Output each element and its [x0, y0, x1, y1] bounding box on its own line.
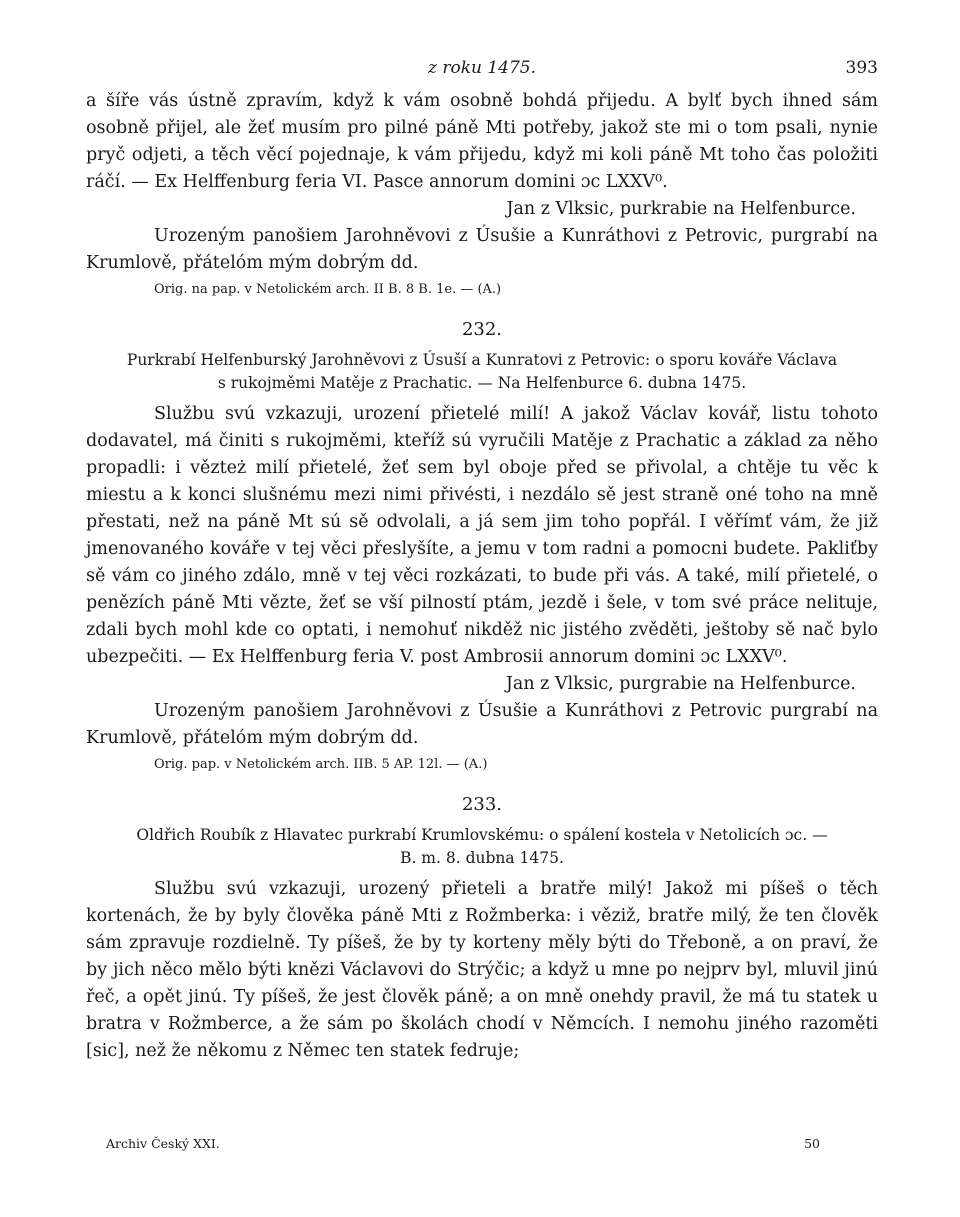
- regest-line: Purkrabí Helfenburský Jarohněvovi z Úsuší a Kunratovi z Petrovic: o sporu kováře Václava: [126, 351, 838, 369]
- regest-233: [86, 824, 878, 870]
- regest-line: s rukojměmi Matěje z Prachatic. — Na Helfenburce 6. dubna 1475.: [217, 374, 747, 392]
- continued-paragraph: a šíře vás ústně zpravím, když k vám osobně bohdá přijedu. A bylť bych ihned sám osobně přijel, ale žeť musím pro pilné páně Mti potřeby, jakož ste mi o tom psali, nynie pryč odjeti, a těch věcí pojednaje, k vám přijedu, když mi koli páně Mt toho čas položiti ráčí. — Ex Helffenburg feria VI. Pasce annorum domini ɔc LXXV⁰.: [86, 91, 878, 192]
- regest-line: Oldřich Roubík z Hlavatec purkrabí Krumlovskému: o spálení kostela v Netolicích ɔc. —: [136, 826, 828, 844]
- source-note: Orig. na pap. v Netolickém arch. II B. 8 B. 1e. — (A.): [154, 282, 502, 297]
- regest-232: [86, 349, 878, 395]
- regest-line: B. m. 8. dubna 1475.: [400, 849, 564, 867]
- printer-signature: Archiv Český XXI.: [106, 1136, 220, 1151]
- signature: Jan z Vlksic, purgrabie na Helfenburce.: [505, 674, 856, 694]
- document-body-233: Službu svú vzkazuji, urozený přieteli a bratře milý! Jakož mi píšeš o těch kortenách, že by byly člověka páně Mti z Rožmberka: i věziž, bratře milý, že ten člověk sám zpravuje rozdielně. Ty píšeš, že by ty korteny měly býti do Třeboně, a on praví, že by jich něco mělo býti knězi Václavovi do Strýčic; a když u mne po nejprv byl, mluvil jinú řeč, a opět jinú. Ty píšeš, že jest člověk páně; a on mně onehdy pravil, že má tu statek u bratra v Rožmberce, a že sám po školách chodí v Němcích. I nemohu jiného razoměti [sic], než že někomu z Němec ten statek fedruje;: [86, 879, 878, 1061]
- address: Urozeným panošiem Jarohněvovi z Úsušie a Kunráthovi z Petrovic purgrabí na Krumlově, přátelóm mým dobrým dd.: [86, 701, 878, 748]
- running-head: [86, 58, 878, 88]
- source-note: Orig. pap. v Netolickém arch. IIB. 5 AP. 12l. — (A.): [154, 757, 488, 772]
- running-title: z roku 1475.: [427, 58, 537, 78]
- document-number-233: 233.: [461, 794, 503, 815]
- document-number-232: 232.: [461, 319, 503, 340]
- page-number: 393: [845, 58, 878, 78]
- signature: Jan z Vlksic, purkrabie na Helfenburce.: [506, 199, 856, 219]
- address: Urozeným panošiem Jarohněvovi z Úsušie a Kunráthovi z Petrovic, purgrabí na Krumlově, přátelóm mým dobrým dd.: [86, 226, 878, 273]
- document-body-232: Službu svú vzkazuji, urození přietelé milí! A jakož Václav kovář, listu tohoto dodavatel, má činiti s rukojměmi, kteříž sú vyručili Matěje z Prachatic a základ za něho propadli: i vězteż milí přietelé, žeť sem byl oboje před se přivolal, a chtěje tu věc k miestu a k konci slušnému mezi nimi přivésti, i nezdálo sě jest straně oné toho na mně přestati, než na páně Mt sú sě odvolali, a já sem jim toho popřál. I věřímť vám, že již jmenovaného kováře v tej věci přeslyšíte, a jemu v tom radni a pomocni budete. Pakliťby sě vám co jiného zdálo, mně v tej věci rozkázati, to bude při vás. A také, milí přietelé, o penězích páně Mti vězte, žeť se vší pilností ptám, jezdě i šele, v tom své práce nelituje, zdali bych mohl kde co optati, i nemohuť nikděž nic jistého zvěděti, ještoby sě nač bylo ubezpečiti. — Ex Helffenburg feria V. post Ambrosii annorum domini ɔc LXXV⁰.: [86, 404, 878, 667]
- sheet-number: 50: [804, 1136, 820, 1151]
- page: [86, 58, 878, 1065]
